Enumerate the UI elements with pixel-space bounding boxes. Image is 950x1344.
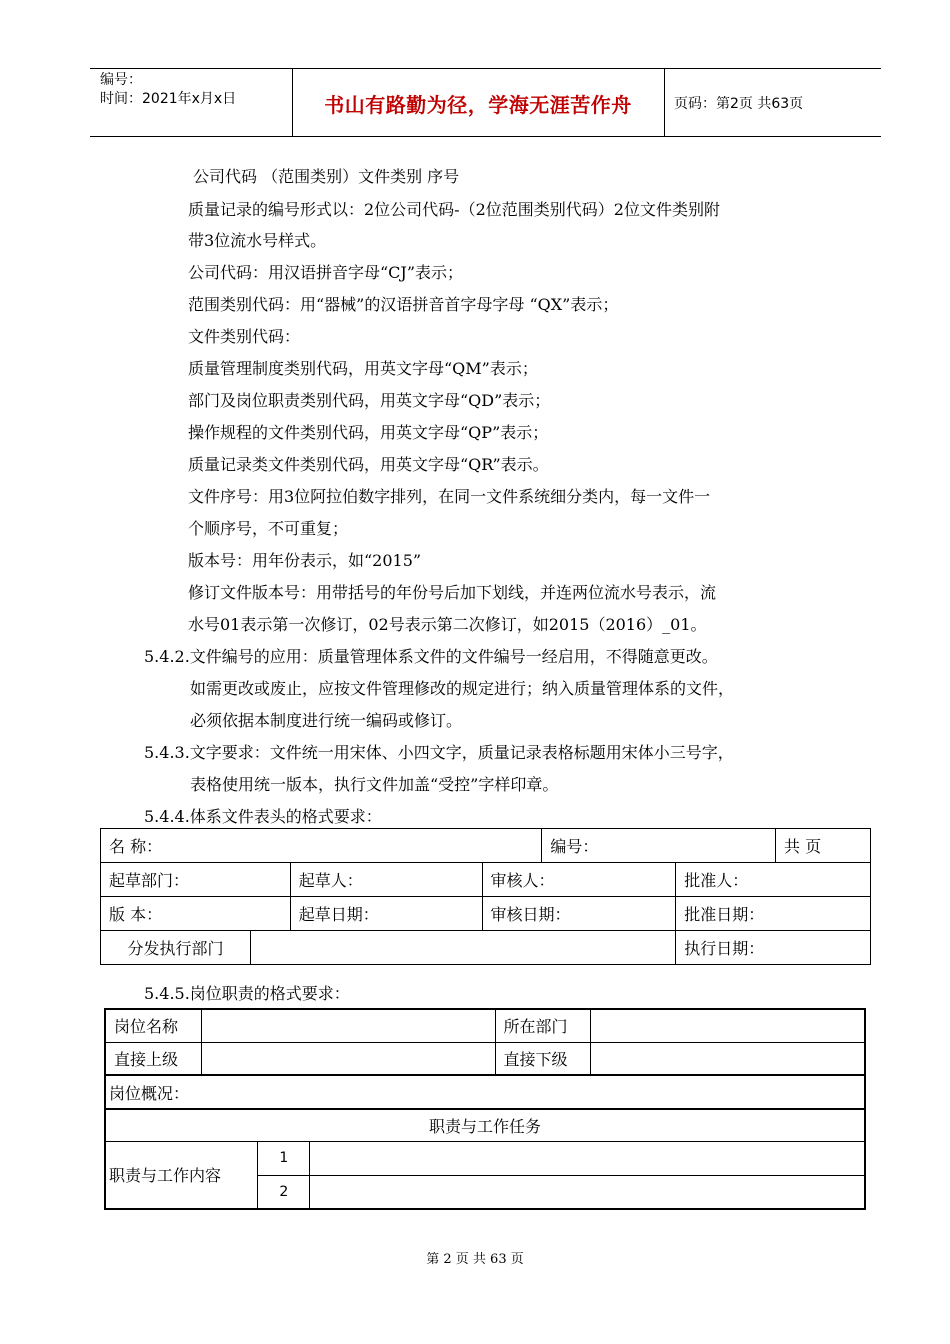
body-line: 个顺序号，不可重复； <box>188 519 349 538</box>
body-line: 修订文件版本号：用带括号的年份号后加下划线，并连两位流水号表示，流 <box>188 583 717 602</box>
body-line: 范围类别代码：用“器械”的汉语拼音首字母字母 “QX”表示； <box>188 295 619 314</box>
superior-label: 直接上级 <box>105 1042 202 1075</box>
body-line: 质量记录类文件类别代码，用英文字母“QR”表示。 <box>188 455 549 474</box>
body-line: 部门及岗位职责类别代码，用英文字母“QD”表示； <box>188 391 551 410</box>
section-number: 5.4.4. <box>144 807 190 826</box>
dist-dept-cell: 分发执行部门 <box>101 931 251 965</box>
section-5-4-5 <box>144 983 350 1005</box>
overview-cell: 岗位概况： <box>105 1075 865 1109</box>
total-pages-cell: 共 页 <box>776 829 871 863</box>
body-line: 质量管理制度类别代码，用英文字母“QM”表示； <box>188 359 538 378</box>
body-line: 质量记录的编号形式以：2位公司代码-（2位范围类别代码）2位文件类别附 <box>188 200 720 219</box>
post-name-value <box>202 1009 495 1042</box>
review-date-cell: 审核日期： <box>482 897 676 931</box>
body-line: 版本号：用年份表示，如“2015” <box>188 551 422 570</box>
draft-date-cell: 起草日期： <box>290 897 482 931</box>
drafter-cell: 起草人： <box>290 863 482 897</box>
section-5-4-2 <box>144 646 718 668</box>
body-line: 必须依据本制度进行统一编码或修订。 <box>190 711 463 730</box>
header-page-info: 页码：第2页 共63页 <box>674 96 804 112</box>
section-5-4-4 <box>144 806 382 828</box>
superior-value <box>202 1042 495 1075</box>
section-5-4-3 <box>144 742 734 764</box>
duty-value <box>310 1141 865 1175</box>
duties-content-label: 职责与工作内容 <box>105 1141 258 1209</box>
section-text: 体系文件表头的格式要求： <box>189 807 382 826</box>
approve-date-cell: 批准日期： <box>676 897 871 931</box>
page-footer: 第 2 页 共 63 页 <box>426 1252 524 1267</box>
body-line: 公司代码：用汉语拼音字母“CJ”表示； <box>188 263 464 282</box>
body-line: 文件序号：用3位阿拉伯数字排列，在同一文件系统细分类内，每一文件一 <box>188 487 711 506</box>
section-text: 文字要求：文件统一用宋体、小四文字，质量记录表格标题用宋体小三号字， <box>189 743 734 762</box>
section-number: 5.4.3. <box>144 743 190 762</box>
reviewer-cell: 审核人： <box>482 863 676 897</box>
document-header-table <box>100 828 871 965</box>
department-value <box>591 1009 865 1042</box>
job-duties-table <box>104 1008 866 1210</box>
body-line: 表格使用统一版本，执行文件加盖“受控”字样印章。 <box>190 775 559 794</box>
section-number: 5.4.2. <box>144 647 190 666</box>
section-number: 5.4.5. <box>144 984 190 1003</box>
body-line: 带3位流水号样式。 <box>188 231 327 250</box>
row-number: 1 <box>258 1141 310 1175</box>
version-cell: 版 本： <box>101 897 291 931</box>
row-number: 2 <box>258 1175 310 1209</box>
post-name-label: 岗位名称 <box>105 1009 202 1042</box>
subordinate-label: 直接下级 <box>495 1042 591 1075</box>
duty-value <box>310 1175 865 1209</box>
number-label: 编号： <box>100 72 142 88</box>
duties-title-cell: 职责与工作任务 <box>105 1109 865 1141</box>
section-text: 岗位职责的格式要求： <box>189 984 350 1003</box>
body-line: 如需更改或废止，应按文件管理修改的规定进行；纳入质量管理体系的文件， <box>190 679 735 698</box>
page-header <box>90 68 881 137</box>
number-cell: 编号： <box>542 829 776 863</box>
dist-dept-value <box>250 931 675 965</box>
draft-dept-cell: 起草部门： <box>101 863 291 897</box>
header-motto: 书山有路勤为径，学海无涯苦作舟 <box>324 93 632 117</box>
header-meta <box>100 71 236 109</box>
header-divider <box>664 69 665 136</box>
section-text: 文件编号的应用：质量管理体系文件的文件编号一经启用，不得随意更改。 <box>189 647 718 666</box>
time-label: 时间：2021年x月x日 <box>100 91 237 107</box>
exec-date-cell: 执行日期： <box>676 931 871 965</box>
department-label: 所在部门 <box>495 1009 591 1042</box>
name-cell: 名 称： <box>101 829 542 863</box>
approver-cell: 批准人： <box>676 863 871 897</box>
body-line: 水号01表示第一次修订，02号表示第二次修订，如2015（2016）_01。 <box>188 615 707 634</box>
body-line: 操作规程的文件类别代码，用英文字母“QP”表示； <box>188 423 549 442</box>
body-line: 文件类别代码： <box>188 327 301 346</box>
subordinate-value <box>591 1042 865 1075</box>
body-line: 公司代码 （范围类别）文件类别 序号 <box>193 167 460 186</box>
